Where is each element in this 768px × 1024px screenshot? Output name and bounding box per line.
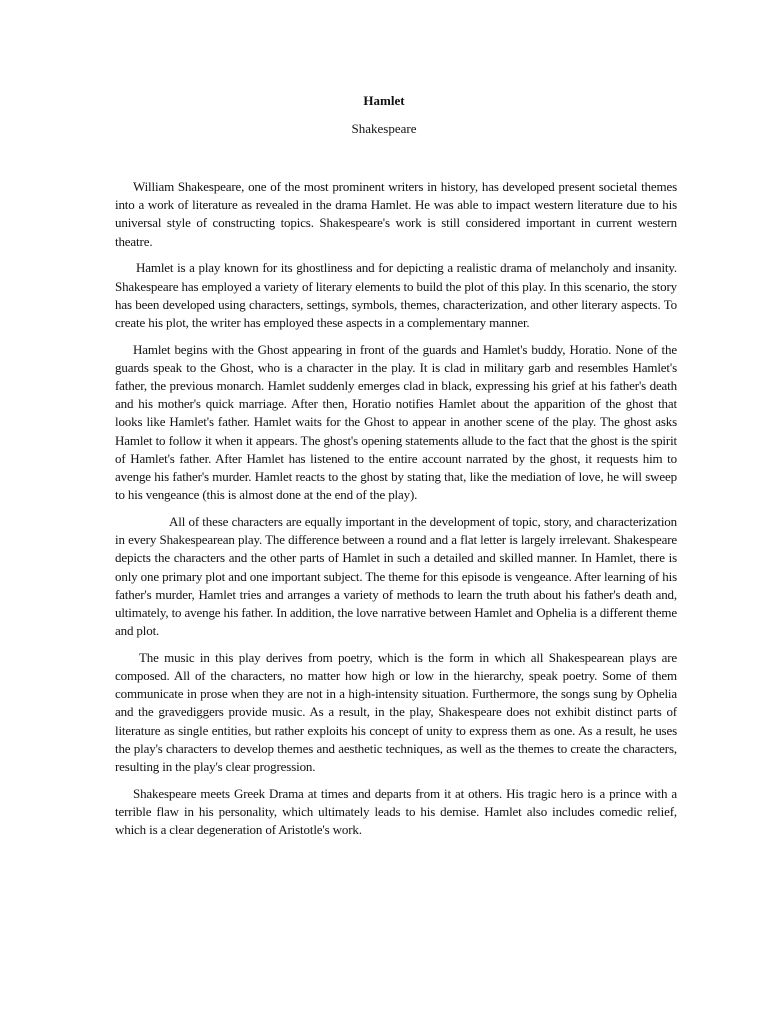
paragraph-characters: All of these characters are equally important in the development of topic, story, and characterization in every Shakespearean play. The difference between a round and a flat letter is largely irrelevant. Shakespeare depicts the characters and the other parts of Hamlet in such a detailed and skilled manner. In Hamlet, there is only one primary plot and one important subject. The theme for this episode is vengeance. After learning of his father's murder, Hamlet tries and arranges a variety of methods to learn the truth about his father's death and, ultimately, to avenge his father. In addition, the love narrative between Hamlet and Ophelia is a different theme and plot. bbox=[115, 513, 677, 639]
document-title: Hamlet bbox=[363, 93, 405, 108]
paragraph-music: The music in this play derives from poetry, which is the form in which all Shakespearean plays are composed. All of the characters, no matter how high or low in the hierarchy, speak poetry. Some of them communicate in prose when they are not in a high-intensity situation. Furthermore, the songs sung by Ophelia and the gravediggers provide music. As a result, in the play, Shakespeare does not exhibit distinct parts of literature as single entities, but rather exploits his concept of unity to express them as one. As a result, he uses the play's characters to develop themes and aesthetic techniques, as well as the themes to create the characters, resulting in the play's clear progression. bbox=[115, 649, 677, 775]
paragraph-ghost-appearance: Hamlet begins with the Ghost appearing in front of the guards and Hamlet's buddy, Horatio. None of the guards speak to the Ghost, who is a character in the play. It is clad in military garb and resembles Hamlet's father, the previous monarch. Hamlet suddenly emerges clad in black, expressing his grief at his father's death and his mother's quick marriage. After then, Horatio notifies Hamlet about the apparition of the ghost that looks like Hamlet's father. Hamlet waits for the Ghost to appear in another scene of the play. The ghost asks Hamlet to follow it when it appears. The ghost's opening statements allude to the fact that the ghost is the spirit of Hamlet's father. After Hamlet has listened to the entire account narrated by the ghost, it requests him to avenge his father's murder. Hamlet reacts to the ghost by stating that, like the mediation of love, he will sweep to his vengeance (this is almost done at the end of the play). bbox=[115, 341, 677, 503]
document-body bbox=[115, 178, 677, 848]
document-author: Shakespeare bbox=[351, 121, 417, 136]
paragraph-introduction: William Shakespeare, one of the most prominent writers in history, has developed present societal themes into a work of literature as revealed in the drama Hamlet. He was able to impact western literature due to his universal style of constructing topics. Shakespeare's work is still considered important in current western theatre. bbox=[115, 179, 677, 249]
paragraph-greek-drama: Shakespeare meets Greek Drama at times and departs from it at others. His tragic hero is a prince with a terrible flaw in his personality, which ultimately leads to his demise. Hamlet also includes comedic relief, which is a clear degeneration of Aristotle's work. bbox=[115, 785, 677, 838]
paragraph-ghostliness: Hamlet is a play known for its ghostliness and for depicting a realistic drama of melancholy and insanity. Shakespeare has employed a variety of literary elements to build the plot of this play. In this scenario, the story has been developed using characters, settings, symbols, themes, characterization, and other literary aspects. To create his plot, the writer has employed these aspects in a complementary manner. bbox=[115, 260, 677, 330]
